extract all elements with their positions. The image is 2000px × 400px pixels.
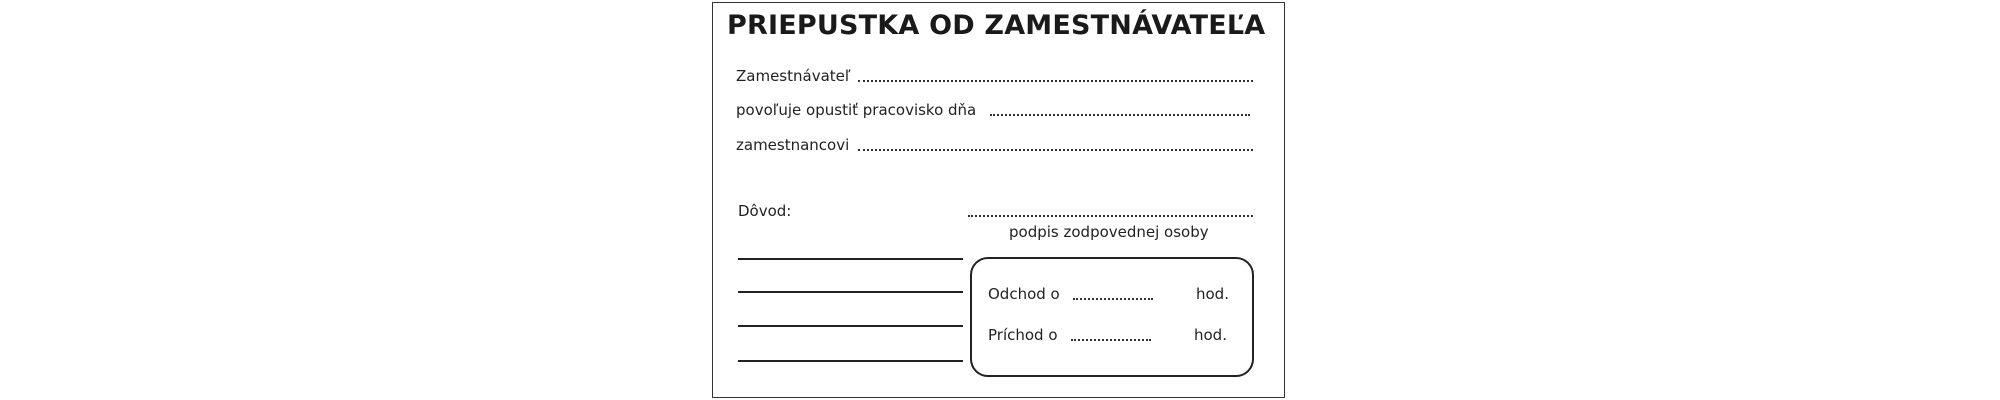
form-title: PRIEPUSTKA OD ZAMESTNÁVATEĽA xyxy=(727,10,1266,41)
arrival-label: Príchod o xyxy=(988,326,1058,344)
employer-label: Zamestnávateľ xyxy=(736,67,851,85)
departure-unit: hod. xyxy=(1196,285,1229,303)
reason-line-1[interactable] xyxy=(738,258,963,260)
leave-date-label: povoľuje opustiť pracovisko dňa xyxy=(736,101,977,119)
reason-label: Dôvod: xyxy=(738,202,792,220)
signature-caption: podpis zodpovednej osoby xyxy=(1009,223,1209,241)
arrival-time-field[interactable] xyxy=(1071,339,1151,341)
departure-time-field[interactable] xyxy=(1073,298,1153,300)
signature-field[interactable] xyxy=(968,215,1253,217)
departure-label: Odchod o xyxy=(988,285,1060,303)
leave-date-field[interactable] xyxy=(990,114,1250,116)
reason-line-3[interactable] xyxy=(738,325,963,327)
time-box xyxy=(970,257,1254,377)
employee-field[interactable] xyxy=(858,149,1253,151)
employer-field[interactable] xyxy=(858,80,1253,82)
arrival-unit: hod. xyxy=(1194,326,1227,344)
employee-label: zamestnancovi xyxy=(736,136,850,154)
reason-line-2[interactable] xyxy=(738,291,963,293)
reason-line-4[interactable] xyxy=(738,360,963,362)
